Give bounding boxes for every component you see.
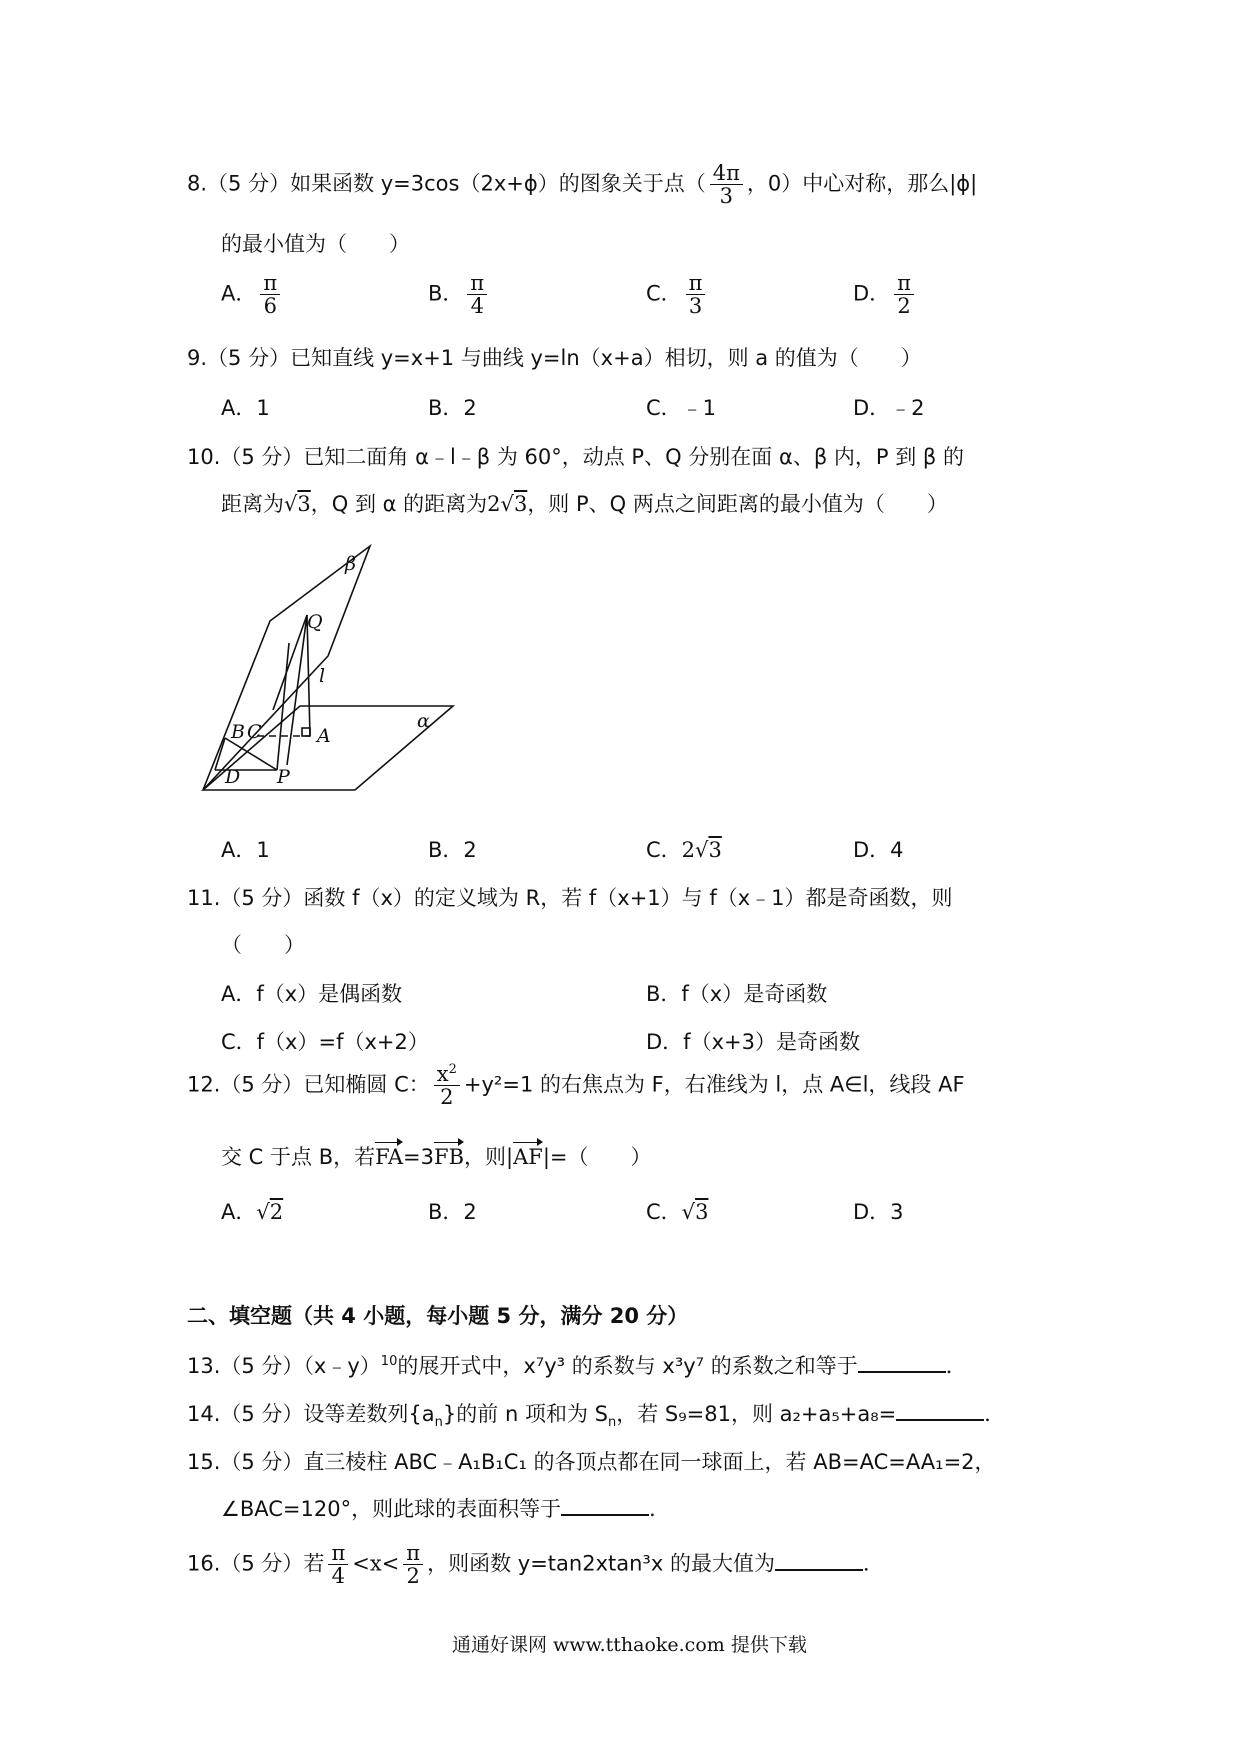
q11-option-c: C．f（x）=f（x+2） [221,1030,429,1054]
page-footer: 通通好课网 www.tthaoke.com 提供下载 [452,1634,807,1656]
q12-ellipse-fraction: $\frac{x^2}{2}$ [434,1063,460,1108]
figure-label-l: l [319,665,326,687]
q14: 14.（5 分）设等差数列$\{a_n\}$的前 n 项和为 $S_n$，若 S₉=81，则 a₂+a₅+a₈= ． [187,1402,1006,1431]
q10-option-b: B．2 [428,838,477,862]
figure-label-b: B [231,721,245,743]
q9-stem: 9.（5 分）已知直线 y=x+1 与曲线 y=ln（x+a）相切，则 a 的值为（ ） [187,346,922,370]
section-title-fill-in: 二、填空题（共 4 小题，每小题 5 分，满分 20 分） [187,1304,689,1328]
q8-option-c: C． $\frac{\pi}{3}$ [646,272,709,317]
q12-option-d: D．3 [853,1200,904,1224]
q9-option-d: D．﹣2 [853,396,925,420]
q13: 13.（5 分）（x﹣y）$^{10}$的展开式中，x⁷y³ 的系数与 x³y⁷ 的系数之和等于 ． [187,1354,967,1378]
q8-option-d: D． $\frac{\pi}{2}$ [853,272,918,317]
figure-label-c: C [247,721,262,743]
q9-option-b: B．2 [428,396,477,420]
q8-point-fraction: $\frac{4\pi}{3}$ [710,162,743,207]
figure-label-alpha: α [417,710,430,732]
figure-label-a: A [317,725,331,747]
vector-af: AF [513,1145,543,1169]
vector-fa: FA [375,1145,404,1169]
q11-line2: （ ） [221,933,305,957]
q10-line1: 10.（5 分）已知二面角 α﹣l﹣β 为 60°，动点 P、Q 分别在面 α、β 内，P 到 β 的 [187,445,964,469]
q9-option-c: C．﹣1 [646,396,717,420]
answer-blank[interactable] [775,1551,863,1571]
q16: 16.（5 分）若 $\frac{\pi}{4}$ <x< $\frac{\pi}{2}$ ，则函数 y=tan2xtan³x 的最大值为 ． [187,1541,884,1589]
q8-option-a: A． $\frac{\pi}{6}$ [221,272,284,317]
q10-option-c: C．2√3 [646,838,722,862]
q15-line2: ∠BAC=120°，则此球的表面积等于 ． [221,1497,671,1521]
answer-blank[interactable] [858,1353,946,1373]
q11-line1: 11.（5 分）函数 f（x）的定义域为 R，若 f（x+1）与 f（x﹣1）都是奇函数，则 [187,886,953,910]
q9-option-a: A．1 [221,396,270,420]
figure-label-beta: β [345,553,356,575]
vector-fb: FB [434,1145,465,1169]
q10-option-d: D．4 [853,838,904,862]
q12-option-b: B．2 [428,1200,477,1224]
q10-option-a: A．1 [221,838,270,862]
q10-line2: 距离为√3，Q 到 α 的距离为2√3，则 P、Q 两点之间距离的最小值为（ ） [221,492,948,516]
answer-blank[interactable] [896,1401,984,1421]
figure-label-p: P [277,766,290,788]
q12-option-c: C．√3 [646,1200,709,1224]
figure-label-q: Q [307,611,323,633]
q8-line1: 8.（5 分）如果函数 y=3cos（2x+ϕ）的图象关于点（ $\frac{4\pi}{3}$ ，0）中心对称，那么|ϕ| [187,161,978,209]
q11-option-a: A．f（x）是偶函数 [221,982,403,1006]
q11-option-b: B．f（x）是奇函数 [646,982,828,1006]
q8-line2: 的最小值为（ ） [221,232,410,256]
q11-option-d: D．f（x+3）是奇函数 [646,1030,860,1054]
q8-option-b: B． $\frac{\pi}{4}$ [428,272,491,317]
q12-line2: 交 C 于点 B，若FA=3FB，则|AF|=（ ） [221,1145,652,1169]
q12-line1: 12.（5 分）已知椭圆 C： $\frac{x^2}{2}$ +y²=1 的右焦点为 F，右准线为 l，点 A∈l，线段 AF [187,1062,965,1110]
q15-line1: 15.（5 分）直三棱柱 ABC﹣A₁B₁C₁ 的各顶点都在同一球面上，若 AB=AC=AA₁=2， [187,1450,996,1474]
figure-label-d: D [225,766,241,788]
q12-option-a: A．√2 [221,1200,284,1224]
answer-blank[interactable] [561,1496,649,1516]
dihedral-angle-figure [195,540,465,800]
